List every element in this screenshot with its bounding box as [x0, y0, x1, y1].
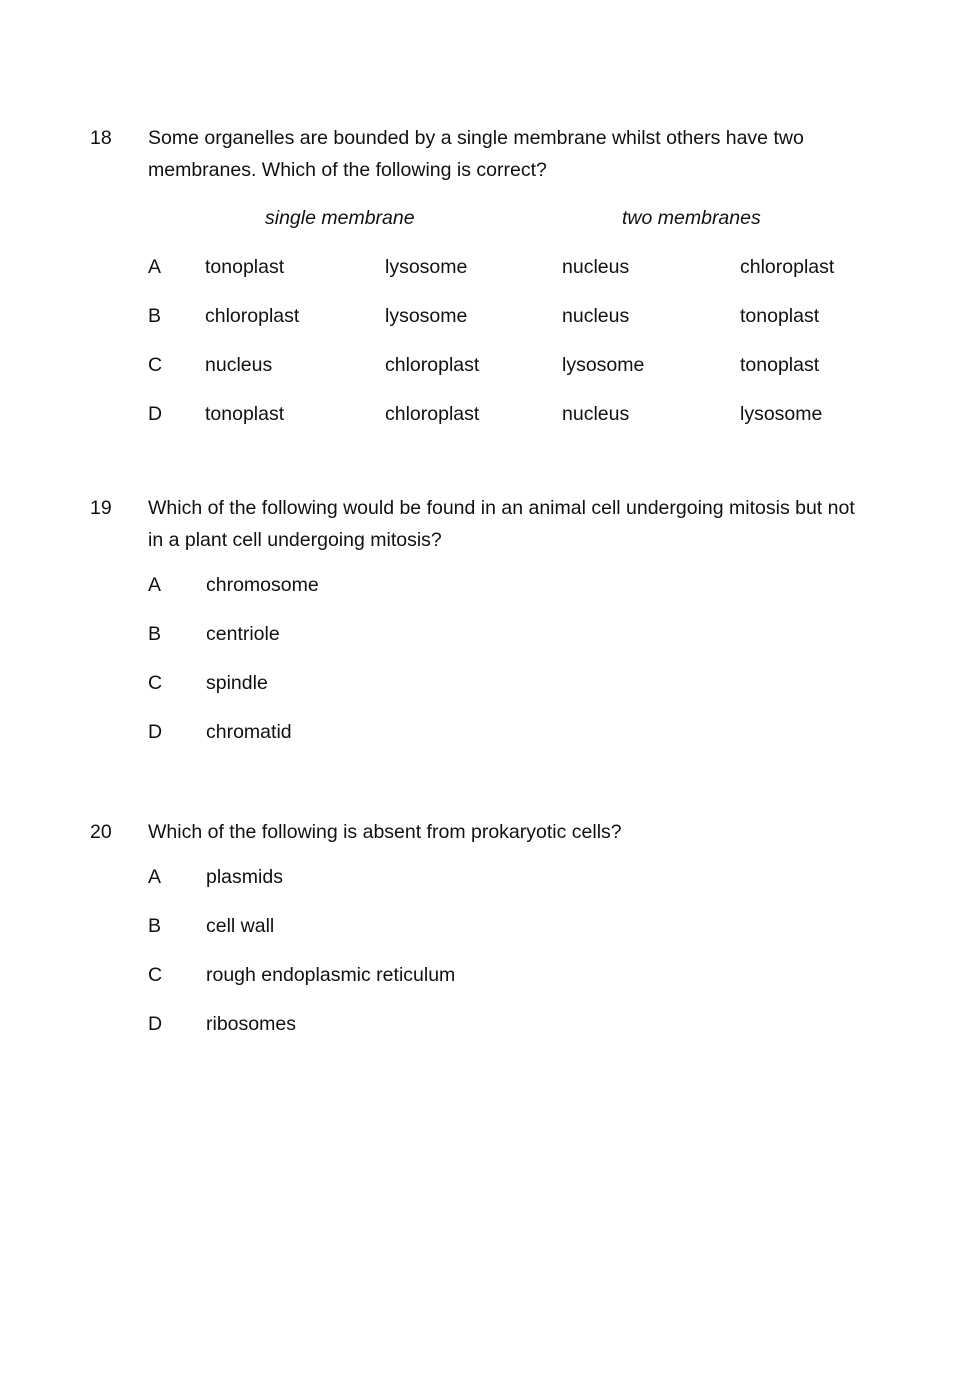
option-text-c: spindle	[206, 672, 268, 694]
cell-d-col1: tonoplast	[205, 403, 285, 425]
option-text-d: chromatid	[206, 721, 292, 743]
list-item[interactable]	[90, 671, 890, 720]
cell-c-col4: tonoplast	[740, 354, 820, 376]
question-19	[90, 492, 890, 769]
option-letter-c: C	[148, 672, 163, 694]
table-row[interactable]	[90, 353, 890, 402]
option-letter-a: A	[148, 256, 162, 278]
cell-d-col3: nucleus	[562, 403, 630, 425]
option-text-a: plasmids	[206, 866, 283, 888]
option-letter-a: A	[148, 574, 162, 596]
list-item[interactable]	[90, 720, 890, 769]
question-20-number: 20	[90, 821, 112, 843]
option-letter-d: D	[148, 1013, 163, 1035]
list-item[interactable]	[90, 963, 890, 1012]
option-letter-d: D	[148, 403, 163, 425]
question-18-number: 18	[90, 127, 112, 149]
question-20-head	[90, 816, 890, 848]
cell-c-col1: nucleus	[205, 354, 273, 376]
matrix-column-headers	[90, 206, 890, 255]
cell-c-col3: lysosome	[562, 354, 645, 376]
option-letter-d: D	[148, 721, 163, 743]
option-letter-b: B	[148, 915, 162, 937]
list-item[interactable]	[90, 914, 890, 963]
cell-a-col4: chloroplast	[740, 256, 835, 278]
option-text-a: chromosome	[206, 574, 319, 596]
table-row[interactable]	[90, 255, 890, 304]
cell-c-col2: chloroplast	[385, 354, 480, 376]
cell-b-col1: chloroplast	[205, 305, 300, 327]
question-20-stem: Which of the following is absent from prokaryotic cells?	[148, 821, 622, 843]
cell-a-col3: nucleus	[562, 256, 630, 278]
option-text-c: rough endoplasmic reticulum	[206, 964, 456, 986]
option-text-d: ribosomes	[206, 1013, 296, 1035]
option-text-b: centriole	[206, 623, 280, 645]
cell-b-col4: tonoplast	[740, 305, 820, 327]
option-letter-c: C	[148, 354, 163, 376]
question-20	[90, 816, 890, 1061]
column-header-two-membranes: two membranes	[622, 207, 761, 229]
option-letter-a: A	[148, 866, 162, 888]
list-item[interactable]	[90, 865, 890, 914]
option-letter-b: B	[148, 305, 162, 327]
question-18	[90, 122, 890, 451]
question-18-head	[90, 122, 890, 186]
question-18-stem: Some organelles are bounded by a single membrane whilst others have two membranes. Which of the following is correct?	[148, 127, 804, 181]
table-row[interactable]	[90, 402, 890, 451]
table-row[interactable]	[90, 304, 890, 353]
option-text-b: cell wall	[206, 915, 275, 937]
question-19-number: 19	[90, 497, 112, 519]
question-19-options	[90, 573, 890, 769]
list-item[interactable]	[90, 573, 890, 622]
question-19-stem: Which of the following would be found in an animal cell undergoing mitosis but not in a plant cell undergoing mitosis?	[148, 497, 855, 551]
cell-b-col3: nucleus	[562, 305, 630, 327]
question-20-options	[90, 865, 890, 1061]
question-19-head	[90, 492, 890, 556]
column-header-single-membrane: single membrane	[265, 207, 415, 229]
cell-b-col2: lysosome	[385, 305, 468, 327]
cell-d-col4: lysosome	[740, 403, 823, 425]
cell-a-col2: lysosome	[385, 256, 468, 278]
cell-a-col1: tonoplast	[205, 256, 285, 278]
list-item[interactable]	[90, 1012, 890, 1061]
option-letter-b: B	[148, 623, 162, 645]
list-item[interactable]	[90, 622, 890, 671]
cell-d-col2: chloroplast	[385, 403, 480, 425]
option-letter-c: C	[148, 964, 163, 986]
question-18-answer-matrix	[90, 206, 890, 451]
